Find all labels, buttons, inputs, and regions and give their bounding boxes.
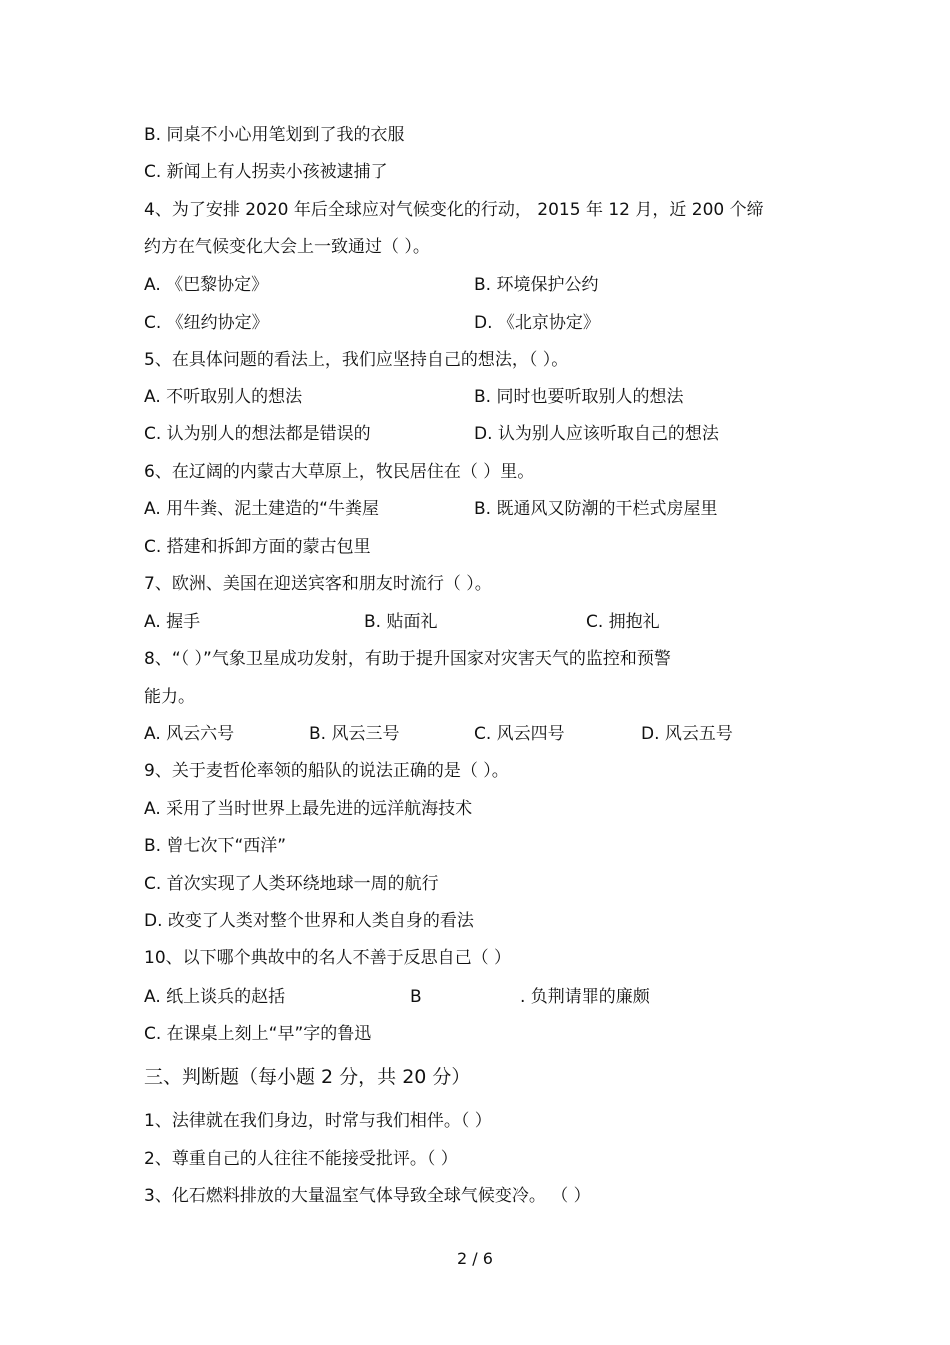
q4-option-c: C. 《纽约协定》 (144, 313, 269, 333)
q5-option-c: C. 认为别人的想法都是错误的 (144, 424, 371, 444)
q10-stem: 10、以下哪个典故中的名人不善于反思自己（ ） (144, 948, 512, 968)
q7-option-b: B. 贴面礼 (364, 612, 438, 632)
q4-stem-line1: 4、为了安排 2020 年后全球应对气候变化的行动， 2015 年 12 月，近 200 个缔 (144, 200, 764, 220)
tf-question-1: 1、法律就在我们身边，时常与我们相伴。（ ） (144, 1111, 492, 1131)
q6-option-a: A. 用牛粪、泥土建造的“牛粪屋 (144, 499, 379, 519)
q10-option-c: C. 在课桌上刻上“早”字的鲁迅 (144, 1024, 372, 1044)
q6-option-b: B. 既通风又防潮的干栏式房屋里 (474, 499, 718, 519)
q5-option-d: D. 认为别人应该听取自己的想法 (474, 424, 719, 444)
q4-option-b: B. 环境保护公约 (474, 275, 599, 295)
q7-stem: 7、欧洲、美国在迎送宾客和朋友时流行（ ）。 (144, 574, 492, 594)
section-heading: 三、判断题（每小题 2 分，共 20 分） (144, 1066, 471, 1088)
q3-option-b: B. 同桌不小心用笔划到了我的衣服 (144, 125, 405, 145)
q10-option-a: A. 纸上谈兵的赵括 (144, 987, 286, 1007)
q10-option-b-text: . 负荆请罪的廉颇 (520, 987, 650, 1007)
q9-option-d: D. 改变了人类对整个世界和人类自身的看法 (144, 911, 474, 931)
q7-option-a: A. 握手 (144, 612, 201, 632)
q9-stem: 9、关于麦哲伦率领的船队的说法正确的是（ ）。 (144, 761, 509, 781)
q10-option-b-letter: B (410, 987, 422, 1007)
q5-option-a: A. 不听取别人的想法 (144, 387, 303, 407)
q6-stem: 6、在辽阔的内蒙古大草原上，牧民居住在（ ）里。 (144, 462, 535, 482)
q8-option-b: B. 风云三号 (309, 724, 400, 744)
q8-stem-line2: 能力。 (144, 687, 195, 707)
q8-option-d: D. 风云五号 (641, 724, 733, 744)
q4-option-d: D. 《北京协定》 (474, 313, 600, 333)
tf-question-3: 3、化石燃料排放的大量温室气体导致全球气候变冷。 （ ） (144, 1186, 591, 1206)
q3-option-c: C. 新闻上有人拐卖小孩被逮捕了 (144, 162, 388, 182)
q7-option-c: C. 拥抱礼 (586, 612, 660, 632)
q8-option-a: A. 风云六号 (144, 724, 235, 744)
q8-option-c: C. 风云四号 (474, 724, 565, 744)
page-number: 2 / 6 (457, 1249, 493, 1268)
q9-option-a: A. 采用了当时世界上最先进的远洋航海技术 (144, 799, 473, 819)
q9-option-b: B. 曾七次下“西洋” (144, 836, 287, 856)
q6-option-c: C. 搭建和拆卸方面的蒙古包里 (144, 537, 371, 557)
q8-stem-line1: 8、“（ ）”气象卫星成功发射，有助于提升国家对灾害天气的监控和预警 (144, 649, 671, 669)
tf-question-2: 2、尊重自己的人往往不能接受批评。（ ） (144, 1149, 458, 1169)
q4-stem-line2: 约方在气候变化大会上一致通过（ ）。 (144, 237, 430, 257)
q4-option-a: A. 《巴黎协定》 (144, 275, 269, 295)
q5-stem: 5、在具体问题的看法上，我们应坚持自己的想法，（ ）。 (144, 350, 569, 370)
q9-option-c: C. 首次实现了人类环绕地球一周的航行 (144, 874, 439, 894)
q5-option-b: B. 同时也要听取别人的想法 (474, 387, 684, 407)
